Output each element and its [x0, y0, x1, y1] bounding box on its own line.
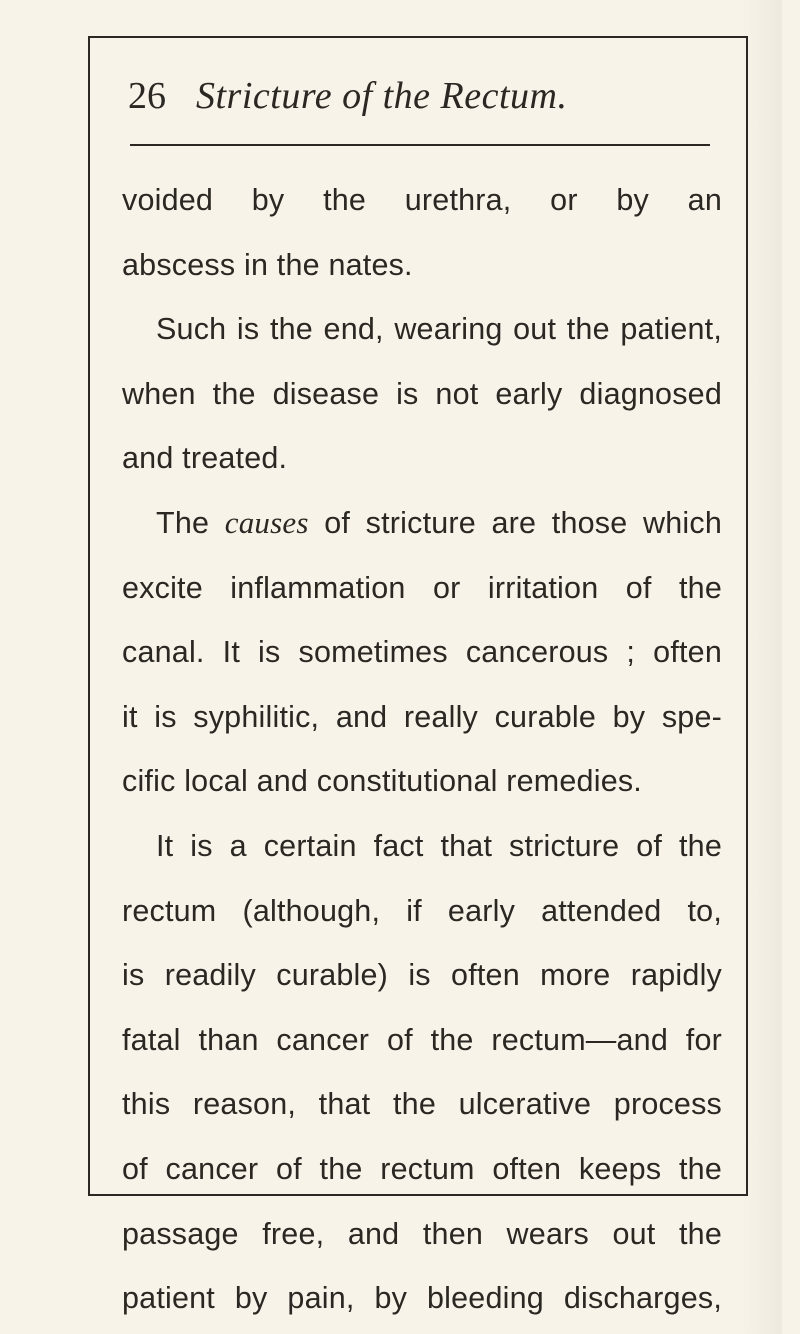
text-line: fatal than cancer of the rectum—and for — [122, 1022, 722, 1057]
page-number: 26 — [128, 75, 166, 117]
text-line: voided by the urethra, or by an — [122, 183, 722, 217]
running-title: Stricture of the Rectum. — [196, 75, 568, 117]
paragraph-start-line — [122, 491, 722, 556]
text-line: it is syphilitic, and really curable by spe- — [122, 699, 722, 734]
text-line: when the disease is not early diagnosed — [122, 376, 722, 411]
paragraph-start-line: Such is the end, wearing out the patient, — [156, 312, 722, 347]
page-edge-shadow — [742, 0, 782, 1334]
text-line: is readily curable) is often more rapidly — [122, 958, 722, 993]
text-line: patient by pain, by bleeding discharges, — [122, 1281, 722, 1316]
paragraph-start-line: It is a certain fact that stricture of the — [156, 828, 722, 863]
text-line: this reason, that the ulcerative process — [122, 1087, 722, 1122]
running-head — [128, 74, 568, 124]
text-line: and treated. — [122, 441, 288, 476]
text-line: rectum (although, if early attended to, — [122, 893, 722, 928]
text-line: canal. It is sometimes cancerous ; often — [122, 635, 722, 670]
text-run: The — [156, 505, 225, 540]
text-line: abscess in the nates. — [122, 247, 413, 282]
text-run: of stricture are those which — [308, 505, 722, 540]
italic-term: causes — [224, 504, 309, 540]
text-line: excite inflammation or irritation of the — [122, 570, 722, 605]
text-line: of cancer of the rectum often keeps the — [122, 1151, 722, 1186]
text-line: cific local and constitutional remedies. — [122, 764, 642, 799]
text-line: passage free, and then wears out the — [122, 1216, 722, 1251]
header-rule — [130, 144, 710, 146]
body-text — [122, 168, 722, 1331]
